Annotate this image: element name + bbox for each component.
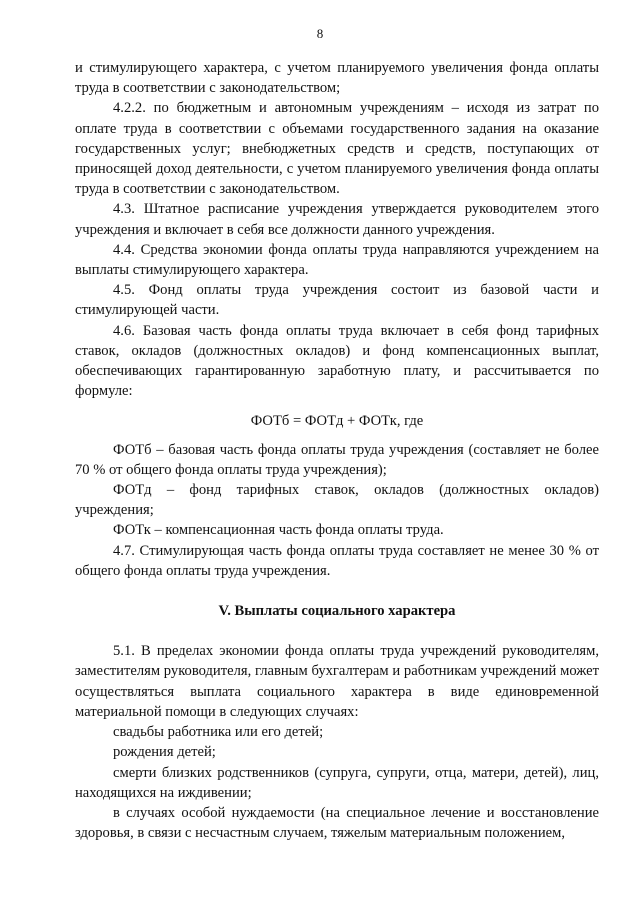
section-heading: V. Выплаты социального характера	[218, 603, 456, 620]
definition-fotk: ФОТк – компенсационная часть фонда оплаты труда.	[113, 522, 444, 539]
paragraph-continuation: и стимулирующего характера, с учетом планируемого увеличения фонда оплаты труда в соответствии с законодательством;	[75, 60, 599, 97]
list-item-birth: рождения детей;	[113, 744, 216, 761]
formula: ФОТб = ФОТд + ФОТк, где	[250, 413, 424, 430]
list-item-special-need: в случаях особой нуждаемости (на специальное лечение и восстановление здоровья, в связи с несчастным случаем, тяжелым материальным положением,	[75, 804, 599, 842]
list-item-wedding: свадьбы работника или его детей;	[113, 724, 324, 741]
page-number: 8	[316, 26, 324, 41]
definition-fotb: ФОТб – базовая часть фонда оплаты труда учреждения (составляет не более 70 % от общего фонда оплаты труда учреждения);	[75, 441, 599, 478]
paragraph-4-2-2: 4.2.2. по бюджетным и автономным учреждениям – исходя из затрат по оплате труда в соответствии с объемами государственного задания на оказание государственных услуг; внебюджетных средств и средств, поступающих от приносящей доход деятельности, с учетом планируемого увеличения фонда оплаты труда в соответствии с законодательством.	[75, 100, 599, 198]
paragraph-5-1: 5.1. В пределах экономии фонда оплаты труда учреждений руководителям, заместителям руководителя, главным бухгалтерам и работникам учреждений может осуществляться выплата социального характера в виде единовременной материальной помощи в следующих случаях:	[75, 643, 599, 720]
definition-fotd: ФОТд – фонд тарифных ставок, окладов (должностных окладов) учреждения;	[75, 482, 599, 519]
paragraph-4-6: 4.6. Базовая часть фонда оплаты труда включает в себя фонд тарифных ставок, окладов (должностных окладов) и фонд компенсационных выплат, обеспечивающих гарантированную заработную плату, и рассчитывается по формуле:	[75, 322, 599, 400]
paragraph-4-5: 4.5. Фонд оплаты труда учреждения состоит из базовой части и стимулирующей части.	[75, 282, 599, 319]
paragraph-4-4: 4.4. Средства экономии фонда оплаты труда направляются учреждением на выплаты стимулирующего характера.	[75, 241, 599, 279]
document-body	[75, 58, 599, 843]
list-item-death: смерти близких родственников (супруга, супруги, отца, матери, детей), лиц, находящихся на иждивении;	[75, 764, 599, 801]
paragraph-4-7: 4.7. Стимулирующая часть фонда оплаты труда составляет не менее 30 % от общего фонда оплаты труда учреждения.	[75, 542, 599, 579]
paragraph-4-3: 4.3. Штатное расписание учреждения утверждается руководителем этого учреждения и включает в себя все должности данного учреждения.	[75, 201, 599, 238]
